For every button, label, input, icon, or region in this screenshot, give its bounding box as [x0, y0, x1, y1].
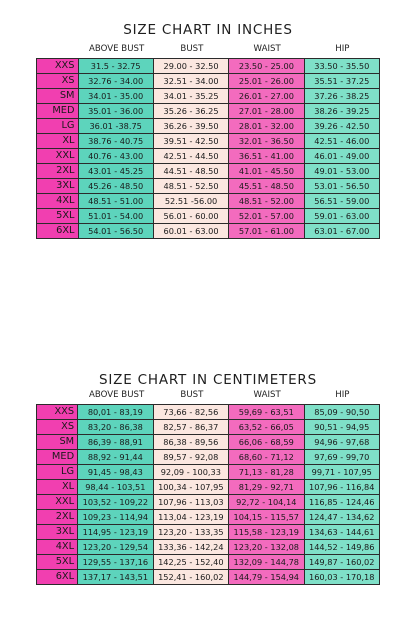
size-label: XL	[37, 480, 78, 495]
table-row	[37, 209, 380, 224]
size-label: LG	[37, 465, 78, 480]
table-row	[37, 450, 380, 465]
inches-size-table	[36, 58, 380, 239]
bust-cell: 142,25 - 152,40	[153, 555, 228, 570]
inches-column-headers	[79, 44, 380, 58]
size-label: 3XL	[37, 179, 79, 194]
above-bust-cell: 31.5 - 32.75	[78, 59, 153, 74]
bust-cell: 29.00 - 32.50	[153, 59, 228, 74]
table-row	[37, 465, 380, 480]
size-label: XL	[37, 134, 79, 149]
bust-cell: 44.51 - 48.50	[153, 164, 228, 179]
cm-size-table	[36, 404, 380, 585]
header-bust: BUST	[180, 44, 204, 54]
above-bust-cell: 36.01 -38.75	[78, 119, 153, 134]
above-bust-cell: 43.01 - 45.25	[78, 164, 153, 179]
hip-cell: 90,51 - 94,95	[304, 420, 379, 435]
above-bust-cell: 80,01 - 83,19	[78, 405, 153, 420]
table-row	[37, 224, 380, 239]
size-label: XXL	[37, 495, 78, 510]
waist-cell: 66,06 - 68,59	[229, 435, 304, 450]
bust-cell: 36.26 - 39.50	[153, 119, 228, 134]
above-bust-cell: 45.26 - 48.50	[78, 179, 153, 194]
above-bust-cell: 86,39 - 88,91	[78, 435, 153, 450]
waist-cell: 27.01 - 28.00	[229, 104, 304, 119]
bust-cell: 39.51 - 42.50	[153, 134, 228, 149]
hip-cell: 97,69 - 99,70	[304, 450, 379, 465]
hip-cell: 33.50 - 35.50	[304, 59, 379, 74]
hip-cell: 46.01 - 49.00	[304, 149, 379, 164]
size-label: XXL	[37, 149, 79, 164]
above-bust-cell: 51.01 - 54.00	[78, 209, 153, 224]
size-label: 6XL	[37, 224, 79, 239]
waist-cell: 92,72 - 104,14	[229, 495, 304, 510]
header-above-bust: ABOVE BUST	[89, 390, 145, 400]
size-label: 5XL	[37, 209, 79, 224]
table-row	[37, 164, 380, 179]
above-bust-cell: 88,92 - 91,44	[78, 450, 153, 465]
header-hip: HIP	[335, 44, 350, 54]
size-label: MED	[37, 450, 78, 465]
size-label: 5XL	[37, 555, 78, 570]
header-bust: BUST	[180, 390, 204, 400]
bust-cell: 56.01 - 60.00	[153, 209, 228, 224]
table-row	[37, 134, 380, 149]
size-label: XS	[37, 420, 78, 435]
waist-cell: 81,29 - 92,71	[229, 480, 304, 495]
waist-cell: 26.01 - 27.00	[229, 89, 304, 104]
size-label: SM	[37, 435, 78, 450]
hip-cell: 42.51 - 46.00	[304, 134, 379, 149]
cm-table-body	[37, 405, 380, 585]
above-bust-cell: 83,20 - 86,38	[78, 420, 153, 435]
table-row	[37, 495, 380, 510]
above-bust-cell: 123,20 - 129,54	[78, 540, 153, 555]
hip-cell: 107,96 - 116,84	[304, 480, 379, 495]
bust-cell: 32.51 - 34.00	[153, 74, 228, 89]
hip-cell: 94,96 - 97,68	[304, 435, 379, 450]
above-bust-cell: 48.51 - 51.00	[78, 194, 153, 209]
waist-cell: 104,15 - 115,57	[229, 510, 304, 525]
size-label: 6XL	[37, 570, 78, 585]
above-bust-cell: 38.76 - 40.75	[78, 134, 153, 149]
waist-cell: 45.51 - 48.50	[229, 179, 304, 194]
hip-cell: 144,52 - 149,86	[304, 540, 379, 555]
waist-cell: 123,20 - 132,08	[229, 540, 304, 555]
bust-cell: 60.01 - 63.00	[153, 224, 228, 239]
centimeters-size-chart	[36, 370, 380, 585]
bust-cell: 152,41 - 160,02	[153, 570, 228, 585]
hip-cell: 160,03 - 170,18	[304, 570, 379, 585]
size-label: 4XL	[37, 540, 78, 555]
above-bust-cell: 103,52 - 109,22	[78, 495, 153, 510]
size-label: 2XL	[37, 510, 78, 525]
hip-cell: 56.51 - 59.00	[304, 194, 379, 209]
bust-cell: 86,38 - 89,56	[153, 435, 228, 450]
cm-chart-title: SIZE CHART IN CENTIMETERS	[99, 372, 317, 388]
waist-cell: 23.50 - 25.00	[229, 59, 304, 74]
waist-cell: 57.01 - 61.00	[229, 224, 304, 239]
table-row	[37, 74, 380, 89]
bust-cell: 35.26 - 36.25	[153, 104, 228, 119]
waist-cell: 41.01 - 45.50	[229, 164, 304, 179]
waist-cell: 52.01 - 57.00	[229, 209, 304, 224]
header-waist: WAIST	[253, 390, 281, 400]
hip-cell: 116,85 - 124,46	[304, 495, 379, 510]
table-row	[37, 525, 380, 540]
size-label: MED	[37, 104, 79, 119]
waist-cell: 59,69 - 63,51	[229, 405, 304, 420]
bust-cell: 52.51 -56.00	[153, 194, 228, 209]
hip-cell: 37.26 - 38.25	[304, 89, 379, 104]
size-label: 4XL	[37, 194, 79, 209]
above-bust-cell: 98,44 - 103,51	[78, 480, 153, 495]
table-row	[37, 179, 380, 194]
hip-cell: 35.51 - 37.25	[304, 74, 379, 89]
table-row	[37, 480, 380, 495]
hip-cell: 63.01 - 67.00	[304, 224, 379, 239]
waist-cell: 28.01 - 32.00	[229, 119, 304, 134]
hip-cell: 53.01 - 56.50	[304, 179, 379, 194]
bust-cell: 42.51 - 44.50	[153, 149, 228, 164]
above-bust-cell: 91,45 - 98,43	[78, 465, 153, 480]
header-hip: HIP	[335, 390, 350, 400]
bust-cell: 123,20 - 133,35	[153, 525, 228, 540]
table-row	[37, 194, 380, 209]
above-bust-cell: 34.01 - 35.00	[78, 89, 153, 104]
hip-cell: 124,47 - 134,62	[304, 510, 379, 525]
table-row	[37, 570, 380, 585]
size-label: LG	[37, 119, 79, 134]
size-label: XXS	[37, 405, 78, 420]
waist-cell: 63,52 - 66,05	[229, 420, 304, 435]
inches-chart-title: SIZE CHART IN INCHES	[123, 22, 293, 38]
table-row	[37, 555, 380, 570]
table-row	[37, 420, 380, 435]
size-label: SM	[37, 89, 79, 104]
bust-cell: 100,34 - 107,95	[153, 480, 228, 495]
hip-cell: 99,71 - 107,95	[304, 465, 379, 480]
size-label: XS	[37, 74, 79, 89]
above-bust-cell: 54.01 - 56.50	[78, 224, 153, 239]
bust-cell: 92,09 - 100,33	[153, 465, 228, 480]
above-bust-cell: 137,17 - 143,51	[78, 570, 153, 585]
bust-cell: 73,66 - 82,56	[153, 405, 228, 420]
hip-cell: 39.26 - 42.50	[304, 119, 379, 134]
bust-cell: 89,57 - 92,08	[153, 450, 228, 465]
table-row	[37, 435, 380, 450]
hip-cell: 85,09 - 90,50	[304, 405, 379, 420]
waist-cell: 71,13 - 81,28	[229, 465, 304, 480]
hip-cell: 59.01 - 63.00	[304, 209, 379, 224]
size-label: XXS	[37, 59, 79, 74]
bust-cell: 113,04 - 123,19	[153, 510, 228, 525]
size-label: 3XL	[37, 525, 78, 540]
table-row	[37, 89, 380, 104]
table-row	[37, 149, 380, 164]
above-bust-cell: 35.01 - 36.00	[78, 104, 153, 119]
table-row	[37, 119, 380, 134]
table-row	[37, 405, 380, 420]
table-row	[37, 104, 380, 119]
above-bust-cell: 114,95 - 123,19	[78, 525, 153, 540]
bust-cell: 34.01 - 35.25	[153, 89, 228, 104]
cm-column-headers	[79, 390, 380, 404]
hip-cell: 38.26 - 39.25	[304, 104, 379, 119]
header-waist: WAIST	[253, 44, 281, 54]
waist-cell: 115,58 - 123,19	[229, 525, 304, 540]
hip-cell: 134,63 - 144,61	[304, 525, 379, 540]
waist-cell: 68,60 - 71,12	[229, 450, 304, 465]
bust-cell: 48.51 - 52.50	[153, 179, 228, 194]
size-label: 2XL	[37, 164, 79, 179]
table-row	[37, 59, 380, 74]
bust-cell: 133,36 - 142,24	[153, 540, 228, 555]
hip-cell: 49.01 - 53.00	[304, 164, 379, 179]
above-bust-cell: 32.76 - 34.00	[78, 74, 153, 89]
hip-cell: 149,87 - 160,02	[304, 555, 379, 570]
bust-cell: 82,57 - 86,37	[153, 420, 228, 435]
above-bust-cell: 109,23 - 114,94	[78, 510, 153, 525]
table-row	[37, 510, 380, 525]
waist-cell: 32.01 - 36.50	[229, 134, 304, 149]
waist-cell: 36.51 - 41.00	[229, 149, 304, 164]
table-row	[37, 540, 380, 555]
inches-size-chart	[36, 20, 380, 239]
header-above-bust: ABOVE BUST	[89, 44, 145, 54]
bust-cell: 107,96 - 113,03	[153, 495, 228, 510]
above-bust-cell: 129,55 - 137,16	[78, 555, 153, 570]
waist-cell: 144,79 - 154,94	[229, 570, 304, 585]
waist-cell: 25.01 - 26.00	[229, 74, 304, 89]
above-bust-cell: 40.76 - 43.00	[78, 149, 153, 164]
inches-table-body	[37, 59, 380, 239]
waist-cell: 132,09 - 144,78	[229, 555, 304, 570]
waist-cell: 48.51 - 52.00	[229, 194, 304, 209]
